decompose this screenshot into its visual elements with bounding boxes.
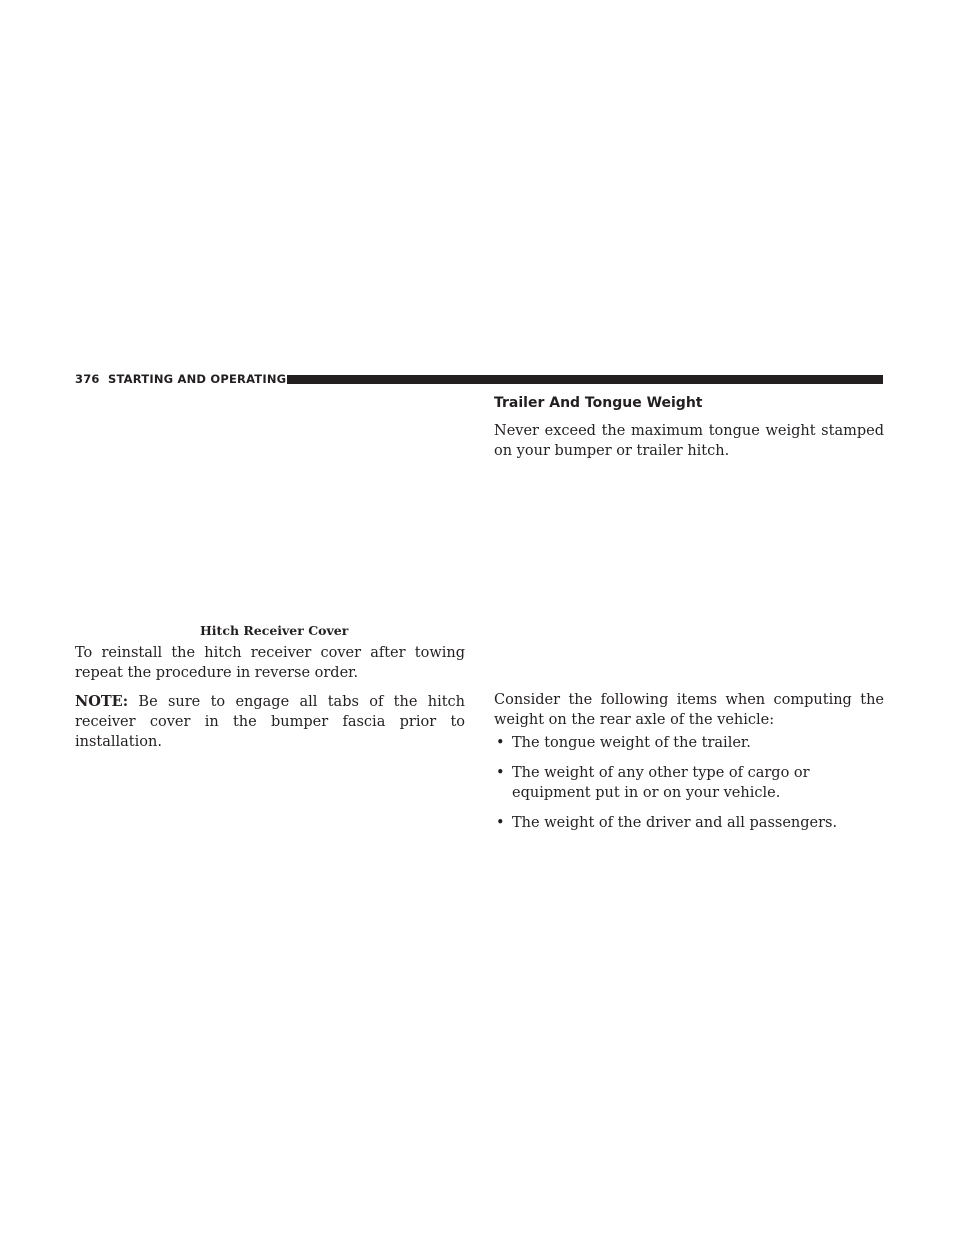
list-item xyxy=(494,733,886,753)
list-item-text: The tongue weight of the trailer. xyxy=(512,735,751,751)
tongue-weight-paragraph: Never exceed the maximum tongue weight stamped on your bumper or trailer hitch. xyxy=(494,423,884,459)
page-header-text xyxy=(75,372,286,386)
reinstall-paragraph: To reinstall the hitch receiver cover after towing repeat the procedure in reverse order. xyxy=(75,645,465,681)
page-number: 376 xyxy=(75,372,100,386)
list-item-text: The weight of any other type of cargo or equipment put in or on your vehicle. xyxy=(512,765,810,801)
bullet-icon: • xyxy=(496,815,505,831)
bullet-icon: • xyxy=(496,735,505,751)
figure-caption: Hitch Receiver Cover xyxy=(200,623,349,638)
note-label: NOTE: xyxy=(75,693,129,710)
page-header xyxy=(75,372,883,386)
bullet-icon: • xyxy=(496,765,505,781)
consider-paragraph: Consider the following items when computing the weight on the rear axle of the vehicle: xyxy=(494,692,884,728)
list-item xyxy=(494,813,886,833)
header-rule xyxy=(287,375,883,384)
section-title: STARTING AND OPERATING xyxy=(108,372,287,386)
section-heading: Trailer And Tongue Weight xyxy=(494,395,703,411)
list-item xyxy=(494,763,886,803)
note-text: Be sure to engage all tabs of the hitch receiver cover in the bumper fascia prior to installation. xyxy=(75,694,465,750)
note-paragraph xyxy=(75,692,465,752)
weight-items-list xyxy=(494,733,886,843)
list-item-text: The weight of the driver and all passengers. xyxy=(512,815,838,831)
